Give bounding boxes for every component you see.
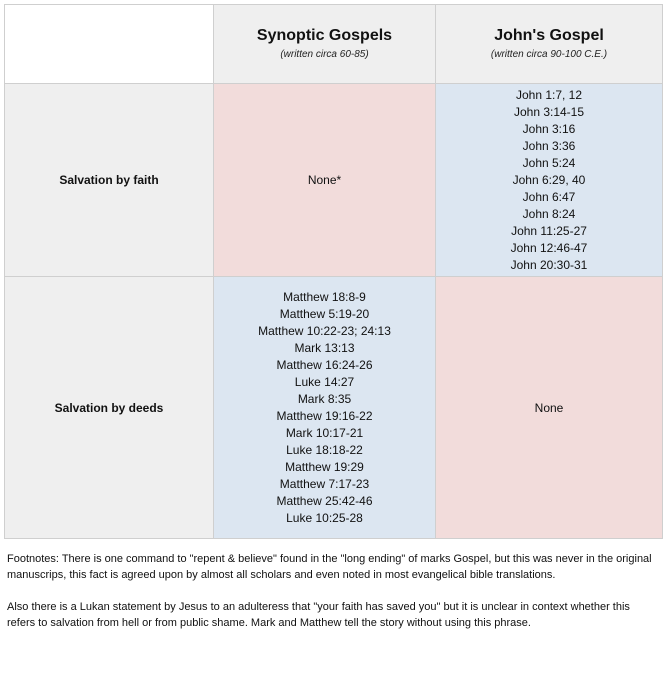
column-subtitle: (written circa 60-85) bbox=[280, 49, 369, 60]
reference-list bbox=[214, 289, 435, 527]
deeds-synoptic-cell bbox=[214, 277, 436, 539]
verse-reference: John 12:46-47 bbox=[510, 240, 588, 255]
verse-reference: Luke 18:18-22 bbox=[286, 442, 363, 457]
verse-reference: Mark 8:35 bbox=[297, 391, 352, 406]
verse-reference: John 6:29, 40 bbox=[512, 172, 586, 187]
footnotes bbox=[7, 551, 659, 647]
verse-reference: John 20:30-31 bbox=[510, 257, 588, 272]
verse-reference: Matthew 7:17-23 bbox=[279, 476, 370, 491]
verse-reference: Matthew 18:8-9 bbox=[283, 289, 366, 304]
verse-reference: John 5:24 bbox=[522, 155, 576, 170]
verse-reference: John 1:7, 12 bbox=[515, 87, 583, 102]
verse-reference: Matthew 19:16-22 bbox=[276, 408, 373, 423]
verse-reference: Matthew 10:22-23; 24:13 bbox=[258, 323, 391, 338]
verse-reference: Matthew 25:42-46 bbox=[276, 493, 373, 508]
verse-reference: John 6:47 bbox=[522, 189, 576, 204]
deeds-john-cell: None bbox=[436, 277, 663, 539]
column-subtitle: (written circa 90-100 C.E.) bbox=[490, 49, 608, 60]
column-title: Synoptic Gospels bbox=[256, 27, 393, 44]
reference-list bbox=[436, 87, 662, 274]
footnote-paragraph: Also there is a Lukan statement by Jesus to an adulteress that "your faith has saved you" but it is unclear in context whether this refers to salvation from hell or from public shame. Mark and Matthew tell the story without using this phrase. bbox=[7, 601, 630, 629]
verse-reference: John 3:14-15 bbox=[513, 104, 585, 119]
verse-reference: Matthew 5:19-20 bbox=[279, 306, 370, 321]
verse-reference: Matthew 19:29 bbox=[285, 459, 364, 474]
header-row bbox=[5, 5, 663, 84]
verse-reference: Matthew 16:24-26 bbox=[276, 357, 373, 372]
header-johns-gospel bbox=[436, 5, 663, 84]
verse-reference: Mark 10:17-21 bbox=[285, 425, 364, 440]
row-label: Salvation by deeds bbox=[5, 277, 214, 539]
verse-reference: Luke 14:27 bbox=[294, 374, 355, 389]
row-label: Salvation by faith bbox=[5, 84, 214, 277]
column-title: John's Gospel bbox=[494, 27, 604, 44]
verse-reference: Mark 13:13 bbox=[294, 340, 355, 355]
faith-john-cell bbox=[436, 84, 663, 277]
header-synoptic-gospels bbox=[214, 5, 436, 84]
row-salvation-by-deeds bbox=[5, 277, 663, 539]
verse-reference: John 3:36 bbox=[522, 138, 576, 153]
row-salvation-by-faith bbox=[5, 84, 663, 277]
faith-synoptic-cell: None* bbox=[214, 84, 436, 277]
verse-reference: John 3:16 bbox=[522, 121, 576, 136]
verse-reference: John 11:25-27 bbox=[511, 223, 587, 238]
comparison-table bbox=[4, 4, 663, 539]
header-corner-cell bbox=[5, 5, 214, 84]
verse-reference: Luke 10:25-28 bbox=[286, 510, 363, 525]
footnote-paragraph: Footnotes: There is one command to "repent & believe" found in the "long ending" of marks Gospel, but this was never in the original manuscrips, this fact is agreed upon by almost all scholars and even noted in most evangelical bible translations. bbox=[7, 553, 652, 581]
verse-reference: John 8:24 bbox=[522, 206, 576, 221]
